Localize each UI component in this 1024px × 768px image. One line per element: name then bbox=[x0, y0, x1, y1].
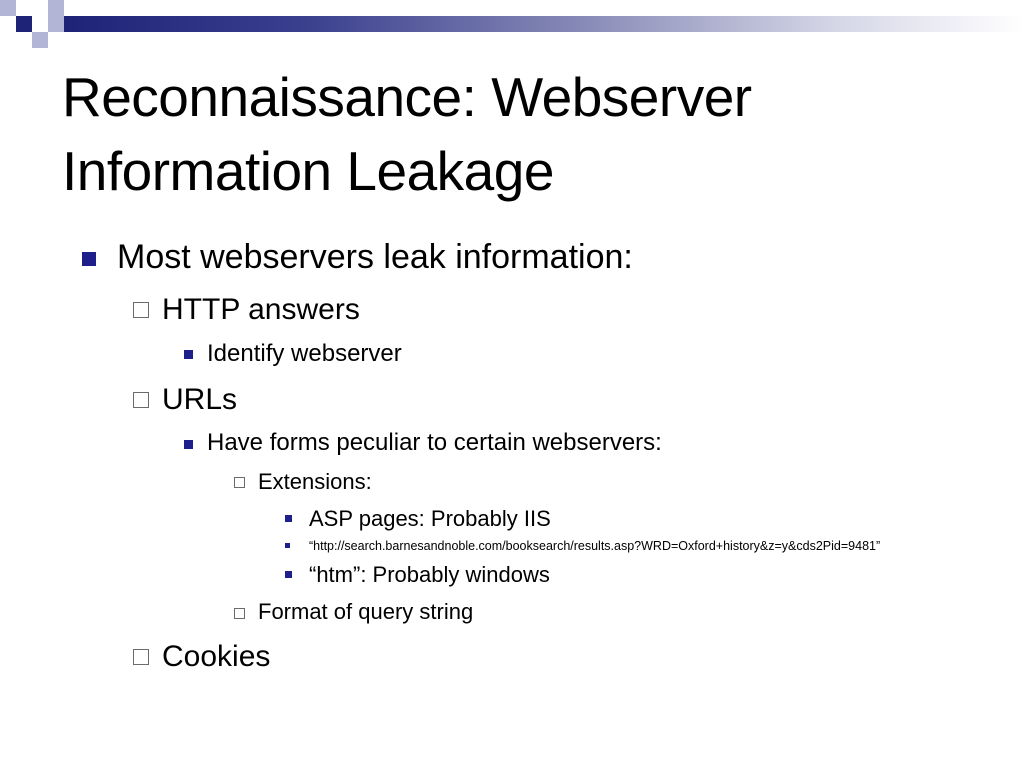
bullet-l2-icon bbox=[133, 649, 149, 665]
bullet-l2-icon bbox=[133, 392, 149, 408]
corner-decoration bbox=[0, 0, 80, 64]
bullet-l1-text: Most webservers leak information: bbox=[117, 238, 633, 276]
bullet-l2-icon bbox=[133, 302, 149, 318]
bullet-identify-webserver: Identify webserver bbox=[207, 340, 402, 367]
corner-square bbox=[0, 0, 16, 16]
bullet-forms-peculiar: Have forms peculiar to certain webservers: bbox=[207, 429, 662, 456]
bullet-l4-icon bbox=[234, 608, 245, 619]
bullet-l3-icon bbox=[184, 350, 193, 359]
corner-square bbox=[48, 0, 64, 16]
corner-square bbox=[16, 32, 32, 48]
corner-square bbox=[32, 0, 48, 16]
bullet-http-answers: HTTP answers bbox=[162, 293, 360, 326]
bullet-asp-pages: ASP pages: Probably IIS bbox=[309, 506, 551, 531]
bullet-l5-icon bbox=[285, 543, 290, 548]
slide-title-line-1: Reconnaissance: Webserver bbox=[62, 66, 752, 128]
slide-title-line-2: Information Leakage bbox=[62, 140, 554, 202]
header-gradient-bar bbox=[64, 16, 1024, 32]
bullet-htm: “htm”: Probably windows bbox=[309, 562, 550, 587]
bullet-urls: URLs bbox=[162, 383, 238, 416]
bullet-l1-icon bbox=[82, 252, 96, 266]
bullet-l4-icon bbox=[234, 477, 245, 488]
bullet-l5-icon bbox=[285, 571, 292, 578]
bullet-query-string: Format of query string bbox=[258, 599, 474, 624]
corner-square bbox=[16, 16, 32, 32]
bullet-extensions: Extensions: bbox=[258, 469, 372, 494]
corner-square bbox=[32, 32, 48, 48]
bullet-cookies: Cookies bbox=[162, 640, 271, 673]
bullet-l3-icon bbox=[184, 440, 193, 449]
example-url-text: “http://search.barnesandnoble.com/booksearch/results.asp?WRD=Oxford+history&z=y&cds2Pid=9481” bbox=[309, 539, 881, 553]
corner-square bbox=[48, 16, 64, 32]
slide-title bbox=[62, 60, 992, 208]
bullet-l5-icon bbox=[285, 515, 292, 522]
corner-square bbox=[0, 16, 16, 32]
